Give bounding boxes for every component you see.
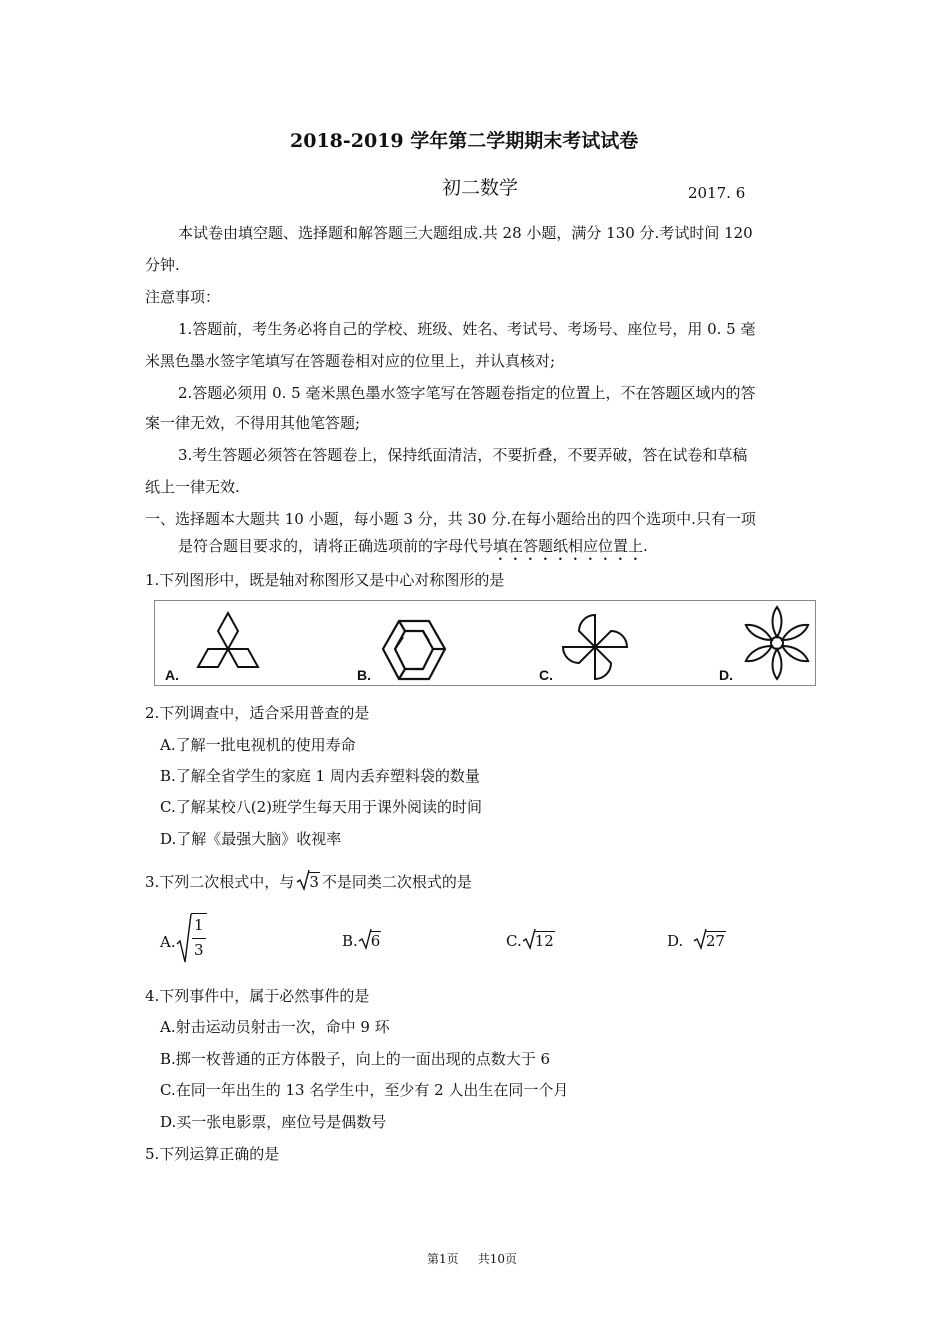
fraction-bar [192,938,206,939]
q1-stem: 1.下列图形中，既是轴对称图形又是中心对称图形的是 [145,571,505,589]
exam-title: 2018-2019 学年第二学期期末考试试卷 [290,130,639,152]
intro-line-2: 分钟. [145,256,180,274]
q3-option-a-numerator: 1 [194,916,204,934]
q3-stem-post: 不是同类二次根式的是 [321,873,472,891]
q3-stem [145,871,472,892]
q3-radical-bar [191,913,207,914]
q2-option-c[interactable]: C.了解某校八(2)班学生每天用于课外阅读的时间 [160,798,482,816]
section-1-heading: 一、选择题本大题共 10 小题，每小题 3 分，共 30 分.在每小题给出的四个选项中.只有一项 [145,510,756,528]
q1-option-d[interactable]: D. [719,667,733,683]
page-footer [427,1250,517,1267]
q4-option-a[interactable]: A.射击运动员射击一次，命中 9 环 [160,1018,390,1036]
q2-option-b[interactable]: B.了解全省学生的家庭 1 周内丢弃塑料袋的数量 [160,767,480,785]
q4-stem: 4.下列事件中，属于必然事件的是 [145,987,370,1005]
q3-sqrt-27: 27 [693,932,726,950]
notice-item-1-line-2: 米黑色墨水签字笔填写在答题卷相对应的位里上，并认真核对; [145,352,556,370]
notice-item-2-line-1: 2.答题必须用 0. 5 毫米黑色墨水签字笔写在答题卷指定的位置上，不在答题区域内的答 [178,384,756,402]
q4-option-c[interactable]: C.在同一年出生的 13 名学生中，至少有 2 人出生在同一个月 [160,1081,569,1099]
six-petal-flower-icon [739,603,815,683]
notice-item-1-line-1: 1.答题前，考生务必将自己的学校、班级、姓名、考试号、考场号、座位号，用 0. 5 毫 [178,320,756,338]
page-total: 共10页 [477,1252,517,1266]
notice-item-2-line-2: 案一律无效，不得用其他笔答题; [145,414,361,432]
q4-option-d[interactable]: D.买一张电影票，座位号是偶数号 [160,1113,387,1131]
q2-option-d[interactable]: D.了解《最强大脑》收视率 [160,830,342,848]
subject-title: 初二数学 [442,177,519,199]
section-1-heading-line-2 [178,535,648,564]
pinwheel-icon [557,609,633,685]
three-rhombus-icon [183,607,273,681]
q4-option-b[interactable]: B.掷一枚普通的正方体骰子，向上的一面出现的点数大于 6 [160,1050,551,1068]
intro-line-1: 本试卷由填空题、选择题和解答题三大题组成.共 28 小题，满分 130 分.考试时间 120 [178,224,753,242]
q3-option-b[interactable]: B. 6 [342,932,381,950]
q3-option-c[interactable]: C. 12 [506,932,555,950]
q3-option-d[interactable]: D. 27 [667,932,726,950]
q2-stem: 2.下列调查中，适合采用普查的是 [145,704,370,722]
q1-option-a[interactable]: A. [165,667,179,683]
q3-option-a-label: A. [160,933,176,951]
q3-stem-pre: 3.下列二次根式中，与 [145,873,295,891]
q3-sqrt-6: 6 [358,932,382,950]
section-1-emphasis: 填在答题纸相应位置上 [493,537,644,555]
radical-sign-icon [358,928,372,950]
q3-sqrt-3: 3 [296,873,320,891]
radical-sign-icon [693,928,707,950]
exam-date: 2017. 6 [688,184,746,202]
notice-item-3-line-1: 3.考生答题必须答在答题卷上，保持纸面清洁，不要折叠，不要弄破，答在试卷和草稿 [178,446,748,464]
q1-option-c[interactable]: C. [539,667,553,683]
notice-heading: 注意事项： [145,288,221,306]
q5-stem: 5.下列运算正确的是 [145,1145,280,1163]
interlocking-hexagon-icon [379,617,449,685]
q2-option-a[interactable]: A.了解一批电视机的使用寿命 [160,736,356,754]
q1-option-b[interactable]: B. [357,667,371,683]
radical-sign-icon [522,928,536,950]
q1-figure-box [154,600,816,686]
section-1-period: . [643,537,648,555]
page-number: 第1页 [427,1252,459,1266]
q3-option-a-denominator: 3 [194,941,204,959]
radical-sign-icon [176,912,192,964]
q3-sqrt-12: 12 [522,932,555,950]
notice-item-3-line-2: 纸上一律无效. [145,478,240,496]
radical-sign-icon [296,869,310,891]
section-1-text: 是符合题目要求的，请将正确选项前的字母代号 [178,537,494,555]
